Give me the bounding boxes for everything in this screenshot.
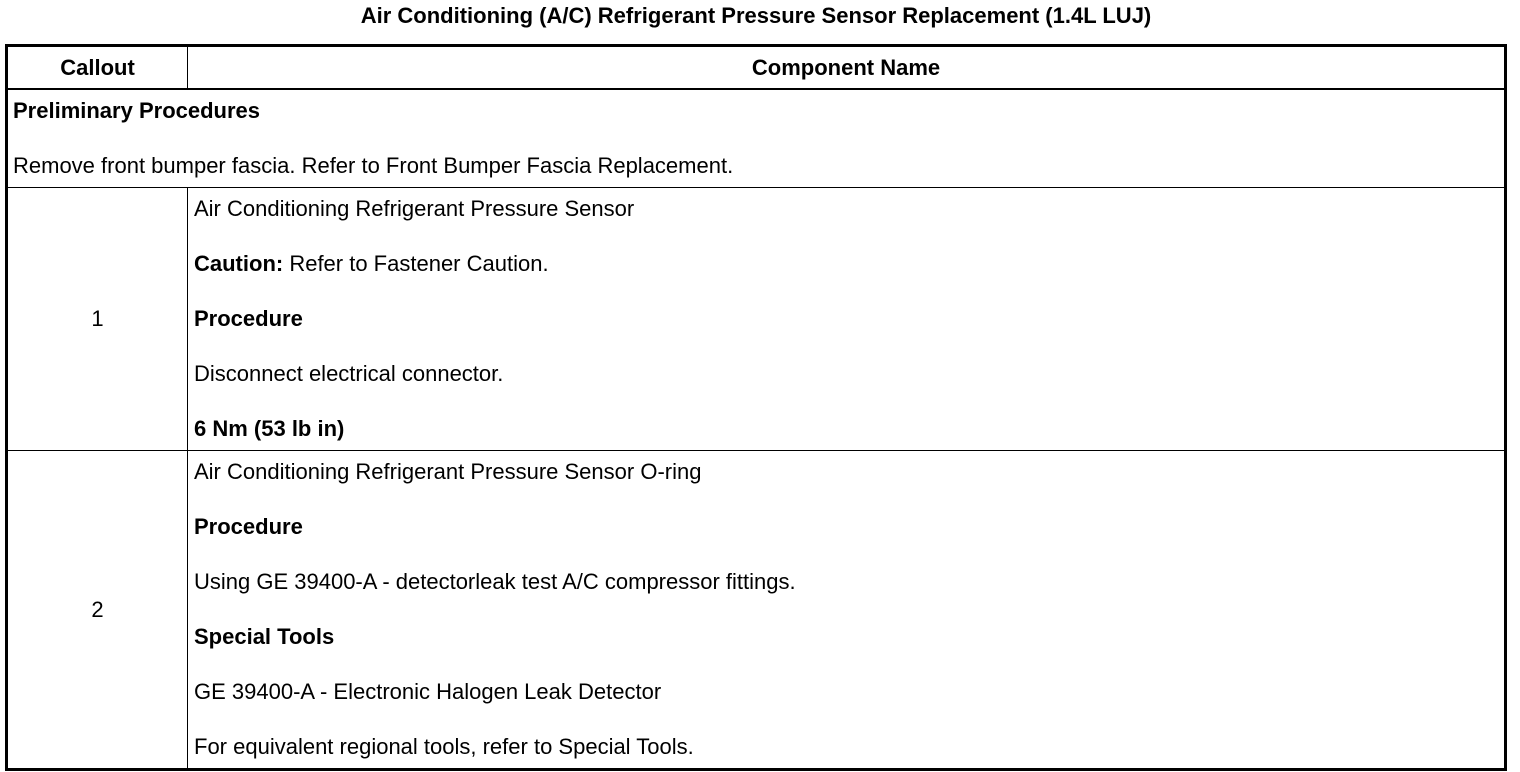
torque-spec: 6 Nm (53 lb in): [194, 416, 345, 441]
procedure-step: Disconnect electrical connector.: [194, 361, 504, 386]
procedure-heading: Procedure: [194, 306, 303, 331]
special-tools-note: For equivalent regional tools, refer to Special Tools.: [194, 734, 694, 759]
preliminary-procedures-heading: Preliminary Procedures: [13, 98, 261, 123]
preliminary-procedures-row: [7, 89, 1506, 188]
caution-line: [194, 243, 1498, 298]
component-name: Air Conditioning Refrigerant Pressure Sensor O-ring: [194, 459, 702, 484]
special-tools-heading: Special Tools: [194, 624, 335, 649]
component-cell: [188, 188, 1506, 451]
preliminary-procedures-text: Remove front bumper fascia. Refer to Front Bumper Fascia Replacement.: [13, 153, 734, 178]
special-tool-item: GE 39400-A - Electronic Halogen Leak Detector: [194, 679, 662, 704]
caution-label: Caution:: [194, 251, 284, 276]
table-header-row: [7, 46, 1506, 90]
component-name: Air Conditioning Refrigerant Pressure Sensor: [194, 196, 635, 221]
callout-number: 1: [7, 188, 188, 451]
callout-number: 2: [7, 451, 188, 770]
procedure-table: [5, 44, 1507, 771]
component-cell: [188, 451, 1506, 770]
procedure-heading: Procedure: [194, 514, 303, 539]
table-row: [7, 451, 1506, 770]
callout-column-header: Callout: [7, 46, 188, 90]
procedure-step: Using GE 39400-A - detectorleak test A/C compressor fittings.: [194, 569, 796, 594]
table-row: [7, 188, 1506, 451]
document-title: Air Conditioning (A/C) Refrigerant Pressure Sensor Replacement (1.4L LUJ): [360, 3, 1152, 28]
caution-text: Refer to Fastener Caution.: [283, 251, 549, 276]
preliminary-procedures-cell: [7, 89, 1506, 188]
component-name-column-header: Component Name: [188, 46, 1506, 90]
